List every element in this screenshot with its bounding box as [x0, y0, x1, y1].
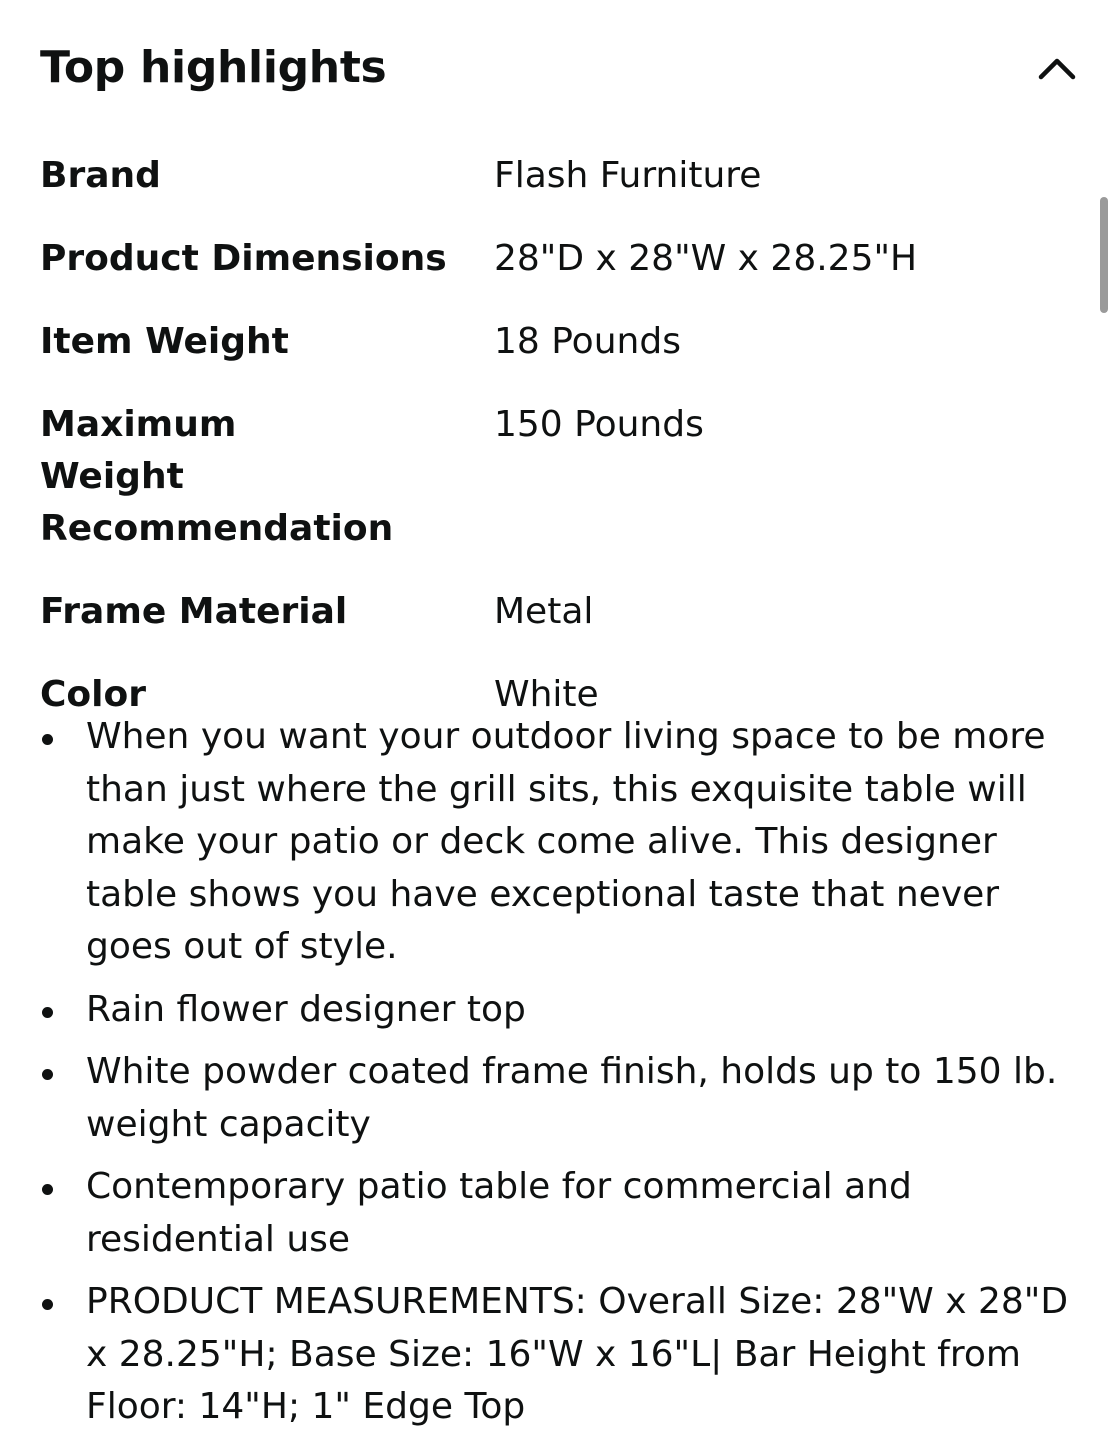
specs-table — [40, 150, 1080, 752]
feature-bullets — [0, 711, 1100, 1444]
spec-label: Color — [40, 674, 146, 715]
spec-label: Maximum Weight Recommendation — [40, 404, 394, 549]
list-item — [0, 1046, 1100, 1151]
list-item — [0, 1276, 1100, 1434]
spec-value: 150 Pounds — [494, 404, 704, 445]
list-item — [0, 984, 1100, 1037]
scrollbar-thumb[interactable] — [1100, 197, 1108, 313]
bullet-icon — [42, 1299, 53, 1310]
section-title: Top highlights — [40, 42, 387, 93]
bullet-text: Contemporary patio table for commercial and residential use — [86, 1166, 912, 1260]
bullet-icon — [42, 734, 53, 745]
list-item — [0, 1161, 1100, 1266]
bullet-text: PRODUCT MEASUREMENTS: Overall Size: 28"W x 28"D x 28.25"H; Base Size: 16"W x 16"L| Bar Height from Floor: 14"H; 1" Edge Top — [86, 1281, 1069, 1427]
section-header[interactable] — [40, 38, 1080, 98]
spec-row-frame-material — [40, 586, 1080, 638]
spec-value: 18 Pounds — [494, 321, 681, 362]
spec-value: Metal — [494, 591, 594, 632]
spec-label: Item Weight — [40, 321, 289, 362]
bullet-text: Rain flower designer top — [86, 988, 526, 1030]
spec-row-product-dimensions — [40, 233, 1080, 285]
bullet-icon — [42, 1007, 53, 1018]
chevron-up-icon — [1036, 46, 1080, 90]
bullet-icon — [42, 1184, 53, 1195]
spec-value: White — [494, 674, 599, 715]
list-item — [0, 711, 1100, 974]
collapse-toggle-button[interactable] — [1036, 46, 1080, 90]
spec-value: 28"D x 28"W x 28.25"H — [494, 238, 918, 279]
spec-value: Flash Furniture — [494, 155, 762, 196]
bullet-icon — [42, 1069, 53, 1080]
spec-label: Brand — [40, 155, 161, 196]
spec-row-maximum-weight — [40, 399, 1080, 555]
bullet-text: White powder coated frame finish, holds up to 150 lb. weight capacity — [86, 1051, 1058, 1145]
spec-row-brand — [40, 150, 1080, 202]
bullet-text: When you want your outdoor living space to be more than just where the grill sits, this exquisite table will make your patio or deck come alive. This designer table shows you have exceptional taste that never goes out of style. — [86, 716, 1046, 967]
spec-label: Product Dimensions — [40, 238, 447, 279]
spec-label: Frame Material — [40, 591, 348, 632]
spec-row-item-weight — [40, 316, 1080, 368]
